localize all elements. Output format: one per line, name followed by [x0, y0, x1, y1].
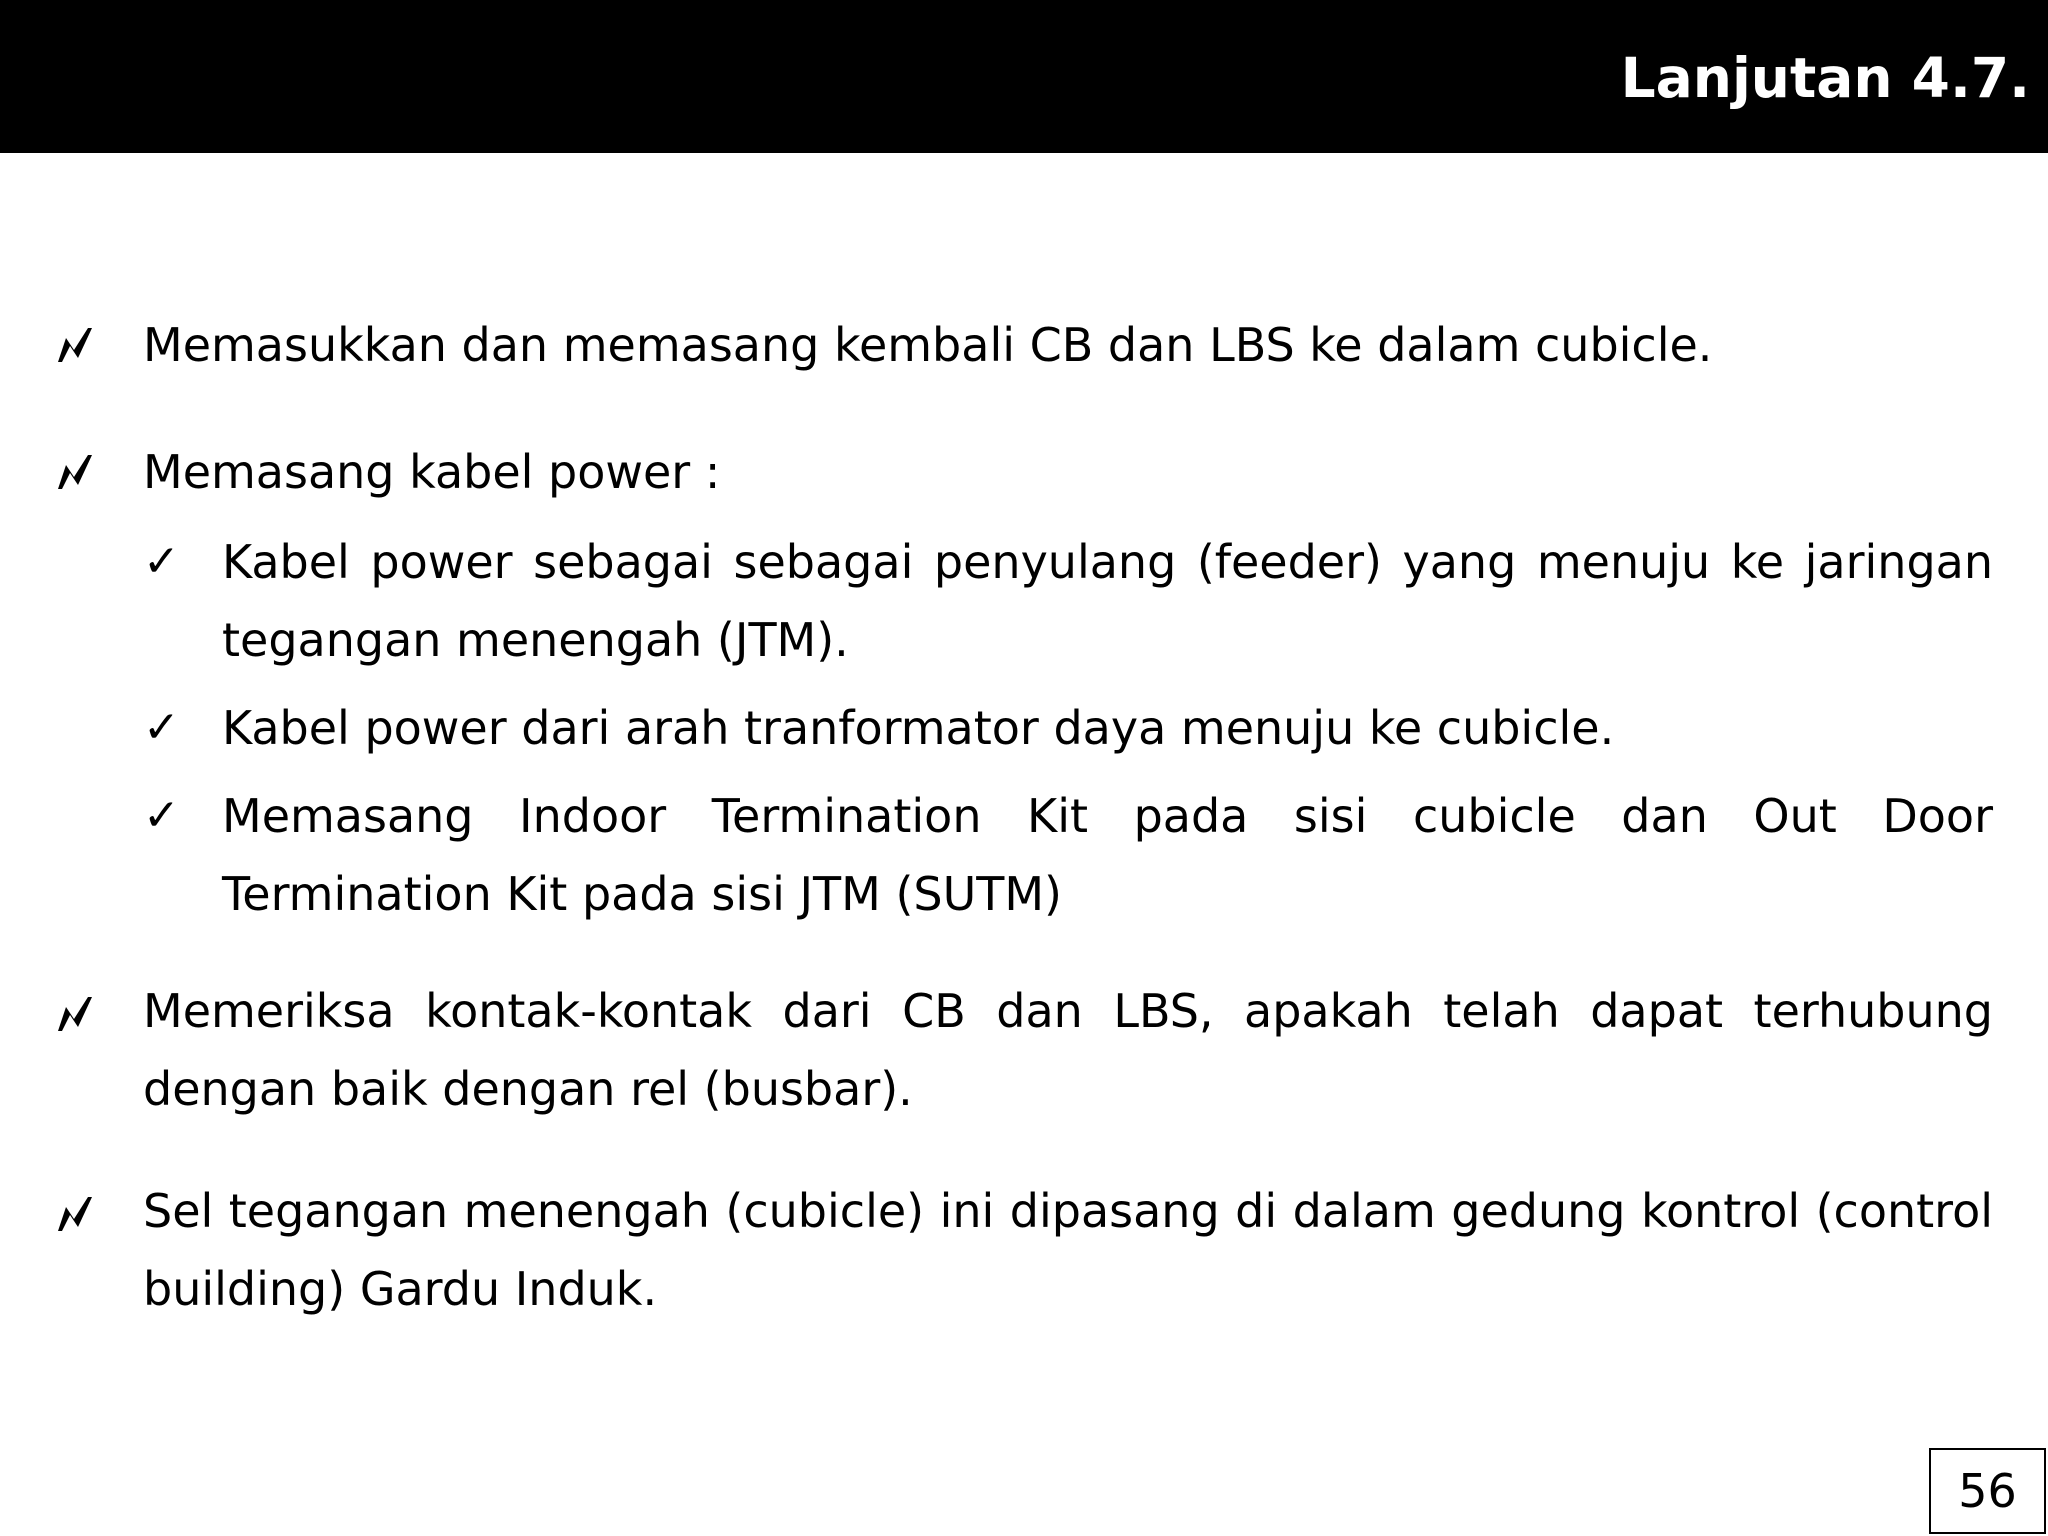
list-item: Memasang kabel power : — [143, 445, 721, 499]
list-item: Memeriksa kontak-kontak dari CB dan LBS, apakah telah dapat terhubung dengan baik dengan rel (busbar). — [143, 984, 1993, 1116]
checkmark-icon: ✓ — [143, 702, 180, 753]
checkmark-icon: ✓ — [143, 536, 180, 587]
list-item: Memasukkan dan memasang kembali CB dan LBS ke dalam cubicle. — [143, 318, 1713, 372]
header-bar — [0, 0, 2048, 153]
lightning-bolt-icon — [56, 324, 104, 372]
checkmark-icon: ✓ — [143, 790, 180, 841]
lightning-bolt-icon — [56, 1193, 104, 1241]
lightning-bolt-icon — [56, 451, 104, 499]
slide-title: Lanjutan 4.7. — [1620, 46, 2030, 110]
sub-list-item: Kabel power sebagai sebagai penyulang (feeder) yang menuju ke jaringan tegangan menengah (JTM). — [222, 535, 1993, 667]
sub-list-item: Memasang Indoor Termination Kit pada sisi cubicle dan Out Door Termination Kit pada sisi JTM (SUTM) — [222, 789, 1993, 921]
lightning-bolt-icon — [56, 993, 104, 1041]
page-number: 56 — [1929, 1448, 2046, 1534]
sub-list-item: Kabel power dari arah tranformator daya menuju ke cubicle. — [222, 701, 1615, 755]
list-item: Sel tegangan menengah (cubicle) ini dipasang di dalam gedung kontrol (control building) Gardu Induk. — [143, 1184, 1993, 1316]
